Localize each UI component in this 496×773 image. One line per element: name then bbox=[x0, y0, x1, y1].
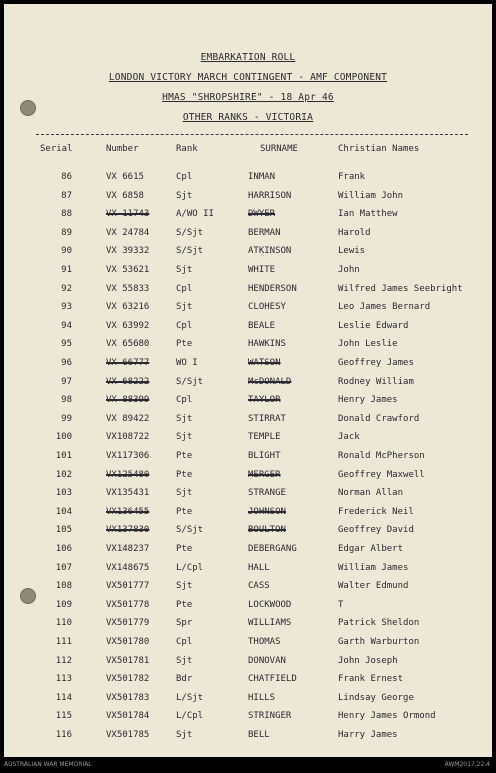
surname-cell: DEBERGANG bbox=[248, 544, 297, 554]
given-names-cell: Harry James bbox=[338, 730, 398, 740]
given-names-cell: William John bbox=[338, 190, 404, 201]
serial-cell: 112 bbox=[55, 655, 72, 666]
given-names-cell: Lewis bbox=[338, 246, 366, 257]
number-cell: VX 63216 bbox=[106, 302, 150, 313]
table-row bbox=[4, 191, 492, 209]
table-row bbox=[4, 544, 492, 562]
header-separator bbox=[36, 134, 468, 135]
serial-cell: 98 bbox=[61, 395, 72, 406]
rank-cell: S/Sjt bbox=[176, 376, 204, 387]
rank-cell: Sjt bbox=[176, 655, 193, 666]
roll-title: EMBARKATION ROLL bbox=[200, 52, 296, 63]
given-names-cell: Lindsay George bbox=[338, 692, 414, 703]
surname-cell: HENDERSON bbox=[248, 283, 297, 294]
given-names-cell: Wilfred James Seebright bbox=[338, 283, 463, 294]
number-cell: VX137830 bbox=[106, 525, 150, 536]
table-row bbox=[4, 711, 492, 729]
surname-cell: McDONALD bbox=[248, 376, 292, 387]
rank-cell: Pte bbox=[176, 469, 193, 480]
given-names-cell: Henry James bbox=[338, 395, 398, 406]
given-names-cell: Ronald McPherson bbox=[338, 451, 425, 461]
serial-cell: 95 bbox=[61, 339, 72, 350]
table-row bbox=[4, 525, 492, 543]
document-page bbox=[4, 4, 492, 757]
rank-cell: Sjt bbox=[176, 302, 193, 313]
rank-cell: Pte bbox=[176, 451, 193, 461]
serial-cell: 111 bbox=[55, 637, 72, 647]
surname-cell: DONOVAN bbox=[248, 655, 286, 666]
number-cell: VX136455 bbox=[106, 506, 150, 517]
surname-cell: WILLIAMS bbox=[248, 618, 292, 629]
surname-cell: MERGER bbox=[248, 469, 281, 480]
rank-cell: Spr bbox=[176, 618, 193, 629]
surname-cell: STIRRAT bbox=[248, 413, 286, 424]
rank-cell: Cpl bbox=[176, 637, 193, 647]
given-names-cell: Geoffrey James bbox=[338, 358, 414, 368]
table-row bbox=[4, 451, 492, 469]
rank-cell: L/Cpl bbox=[176, 562, 204, 573]
rank-cell: S/Sjt bbox=[176, 246, 204, 257]
serial-cell: 110 bbox=[55, 618, 72, 629]
surname-cell: TEMPLE bbox=[248, 432, 281, 443]
serial-cell: 93 bbox=[61, 302, 72, 313]
number-cell: VX 11743 bbox=[106, 209, 150, 220]
ranks-and-state: OTHER RANKS - VICTORIA bbox=[182, 112, 314, 123]
serial-cell: 108 bbox=[55, 581, 72, 592]
rank-cell: Sjt bbox=[176, 413, 193, 424]
number-cell: VX 65680 bbox=[106, 339, 150, 350]
serial-cell: 101 bbox=[55, 451, 72, 461]
serial-cell: 102 bbox=[55, 469, 72, 480]
serial-cell: 99 bbox=[61, 413, 72, 424]
rank-cell: Cpl bbox=[176, 320, 193, 331]
column-header-number: Number bbox=[106, 144, 139, 154]
serial-cell: 94 bbox=[61, 320, 72, 331]
given-names-cell: T bbox=[338, 599, 344, 610]
table-row bbox=[4, 581, 492, 599]
surname-cell: CASS bbox=[248, 581, 270, 592]
number-cell: VX501781 bbox=[106, 655, 150, 666]
number-cell: VX 6615 bbox=[106, 172, 144, 182]
number-cell: VX501777 bbox=[106, 581, 150, 592]
rank-cell: Pte bbox=[176, 544, 193, 554]
surname-cell: CLOHESY bbox=[248, 302, 286, 313]
ship-and-date: HMAS "SHROPSHIRE" - 18 Apr 46 bbox=[162, 92, 334, 103]
rank-cell: Sjt bbox=[176, 190, 193, 201]
number-cell: VX135431 bbox=[106, 488, 150, 499]
given-names-cell: Norman Allan bbox=[338, 488, 404, 499]
rank-cell: Pte bbox=[176, 506, 193, 517]
surname-cell: BERMAN bbox=[248, 227, 281, 238]
rank-cell: Cpl bbox=[176, 172, 193, 182]
table-row bbox=[4, 321, 492, 339]
given-names-cell: Geoffrey Maxwell bbox=[338, 469, 425, 480]
table-row bbox=[4, 284, 492, 302]
surname-cell: LOCKWOOD bbox=[248, 599, 292, 610]
column-header-rank: Rank bbox=[176, 144, 198, 154]
surname-cell: TAYLOR bbox=[248, 395, 281, 406]
surname-cell: WATSON bbox=[248, 358, 281, 368]
serial-cell: 107 bbox=[55, 562, 72, 573]
rank-cell: Pte bbox=[176, 599, 193, 610]
table-row bbox=[4, 246, 492, 264]
given-names-cell: Ian Matthew bbox=[338, 209, 398, 220]
number-cell: VX501785 bbox=[106, 730, 150, 740]
serial-cell: 91 bbox=[61, 265, 72, 275]
serial-cell: 115 bbox=[55, 711, 72, 722]
table-row bbox=[4, 693, 492, 711]
table-row bbox=[4, 488, 492, 506]
number-cell: VX148237 bbox=[106, 544, 150, 554]
surname-cell: INMAN bbox=[248, 172, 276, 182]
serial-cell: 104 bbox=[55, 506, 72, 517]
number-cell: VX 68222 bbox=[106, 376, 150, 387]
serial-cell: 103 bbox=[55, 488, 72, 499]
contingent-title: LONDON VICTORY MARCH CONTINGENT - AMF COMPONENT bbox=[108, 72, 388, 83]
given-names-cell: John Joseph bbox=[338, 655, 398, 666]
number-cell: VX501779 bbox=[106, 618, 150, 629]
rank-cell: Sjt bbox=[176, 265, 193, 275]
rank-cell: Pte bbox=[176, 339, 193, 350]
number-cell: VX 53621 bbox=[106, 265, 150, 275]
table-row bbox=[4, 730, 492, 748]
table-row bbox=[4, 637, 492, 655]
table-row bbox=[4, 563, 492, 581]
given-names-cell: John Leslie bbox=[338, 339, 398, 350]
column-header-surname: SURNAME bbox=[260, 144, 298, 154]
footer bbox=[0, 757, 496, 773]
number-cell: VX108722 bbox=[106, 432, 150, 443]
rank-cell: Sjt bbox=[176, 488, 193, 499]
rank-cell: A/WO II bbox=[176, 209, 214, 220]
table-row bbox=[4, 414, 492, 432]
rank-cell: WO I bbox=[176, 358, 198, 368]
given-names-cell: Patrick Sheldon bbox=[338, 618, 420, 629]
rank-cell: Bdr bbox=[176, 674, 193, 685]
surname-cell: BLIGHT bbox=[248, 451, 281, 461]
given-names-cell: Edgar Albert bbox=[338, 544, 404, 554]
number-cell: VX148675 bbox=[106, 562, 150, 573]
table-row bbox=[4, 600, 492, 618]
serial-cell: 109 bbox=[55, 599, 72, 610]
given-names-cell: Walter Edmund bbox=[338, 581, 409, 592]
serial-cell: 90 bbox=[61, 246, 72, 257]
table-row bbox=[4, 172, 492, 190]
surname-cell: ATKINSON bbox=[248, 246, 292, 257]
number-cell: VX 89422 bbox=[106, 413, 150, 424]
table-row bbox=[4, 358, 492, 376]
column-header-given: Christian Names bbox=[338, 144, 420, 154]
serial-cell: 97 bbox=[61, 376, 72, 387]
rank-cell: Cpl bbox=[176, 283, 193, 294]
surname-cell: HAWKINS bbox=[248, 339, 286, 350]
given-names-cell: Jack bbox=[338, 432, 360, 443]
serial-cell: 89 bbox=[61, 227, 72, 238]
given-names-cell: Donald Crawford bbox=[338, 413, 420, 424]
serial-cell: 106 bbox=[55, 544, 72, 554]
number-cell: VX501778 bbox=[106, 599, 150, 610]
serial-cell: 88 bbox=[61, 209, 72, 220]
rank-cell: Cpl bbox=[176, 395, 193, 406]
serial-cell: 100 bbox=[55, 432, 72, 443]
table-row bbox=[4, 432, 492, 450]
number-cell: VX 66777 bbox=[106, 358, 150, 368]
number-cell: VX 39332 bbox=[106, 246, 150, 257]
number-cell: VX 88399 bbox=[106, 395, 150, 406]
table-row bbox=[4, 265, 492, 283]
given-names-cell: Leslie Edward bbox=[338, 320, 409, 331]
number-cell: VX 55833 bbox=[106, 283, 150, 294]
table-row bbox=[4, 507, 492, 525]
given-names-cell: Harold bbox=[338, 227, 371, 238]
rank-cell: S/Sjt bbox=[176, 227, 204, 238]
given-names-cell: Garth Warburton bbox=[338, 637, 420, 647]
given-names-cell: Leo James Bernard bbox=[338, 302, 431, 313]
rank-cell: Sjt bbox=[176, 730, 193, 740]
rank-cell: Sjt bbox=[176, 432, 193, 443]
table-row bbox=[4, 618, 492, 636]
surname-cell: DWYER bbox=[248, 209, 276, 220]
number-cell: VX501780 bbox=[106, 637, 150, 647]
number-cell: VX501783 bbox=[106, 692, 150, 703]
surname-cell: STRINGER bbox=[248, 711, 292, 722]
table-row bbox=[4, 656, 492, 674]
serial-cell: 86 bbox=[61, 172, 72, 182]
surname-cell: WHITE bbox=[248, 265, 276, 275]
surname-cell: BELL bbox=[248, 730, 270, 740]
given-names-cell: John bbox=[338, 265, 360, 275]
given-names-cell: Rodney William bbox=[338, 376, 414, 387]
given-names-cell: Frederick Neil bbox=[338, 506, 414, 517]
serial-cell: 96 bbox=[61, 358, 72, 368]
table-row bbox=[4, 395, 492, 413]
serial-cell: 114 bbox=[55, 692, 72, 703]
given-names-cell: Frank Ernest bbox=[338, 674, 404, 685]
surname-cell: HARRISON bbox=[248, 190, 292, 201]
serial-cell: 116 bbox=[55, 730, 72, 740]
serial-cell: 87 bbox=[61, 190, 72, 201]
given-names-cell: Geoffrey David bbox=[338, 525, 414, 536]
given-names-cell: Frank bbox=[338, 172, 366, 182]
number-cell: VX117306 bbox=[106, 451, 150, 461]
table-row bbox=[4, 377, 492, 395]
footer-credit: AUSTRALIAN WAR MEMORIAL bbox=[4, 761, 92, 768]
table-row bbox=[4, 209, 492, 227]
number-cell: VX125480 bbox=[106, 469, 150, 480]
table-row bbox=[4, 470, 492, 488]
serial-cell: 113 bbox=[55, 674, 72, 685]
column-header-serial: Serial bbox=[40, 144, 73, 154]
surname-cell: BEALE bbox=[248, 320, 276, 331]
serial-cell: 105 bbox=[55, 525, 72, 536]
surname-cell: STRANGE bbox=[248, 488, 286, 499]
surname-cell: HALL bbox=[248, 562, 270, 573]
rank-cell: S/Sjt bbox=[176, 525, 204, 536]
surname-cell: BOULTON bbox=[248, 525, 286, 536]
table-row bbox=[4, 339, 492, 357]
rank-cell: Sjt bbox=[176, 581, 193, 592]
table-row bbox=[4, 302, 492, 320]
rank-cell: L/Cpl bbox=[176, 711, 204, 722]
surname-cell: THOMAS bbox=[248, 637, 281, 647]
number-cell: VX501782 bbox=[106, 674, 150, 685]
table-row bbox=[4, 674, 492, 692]
table-row bbox=[4, 228, 492, 246]
number-cell: VX 6858 bbox=[106, 190, 144, 201]
serial-cell: 92 bbox=[61, 283, 72, 294]
number-cell: VX501784 bbox=[106, 711, 150, 722]
rank-cell: L/Sjt bbox=[176, 692, 204, 703]
surname-cell: CHATFIELD bbox=[248, 674, 297, 685]
footer-reference: AWM2017.22.4 bbox=[444, 761, 490, 768]
number-cell: VX 63992 bbox=[106, 320, 150, 331]
surname-cell: JOHNSON bbox=[248, 506, 286, 517]
surname-cell: HILLS bbox=[248, 692, 276, 703]
given-names-cell: Henry James Ormond bbox=[338, 711, 436, 722]
number-cell: VX 24784 bbox=[106, 227, 150, 238]
given-names-cell: William James bbox=[338, 562, 409, 573]
